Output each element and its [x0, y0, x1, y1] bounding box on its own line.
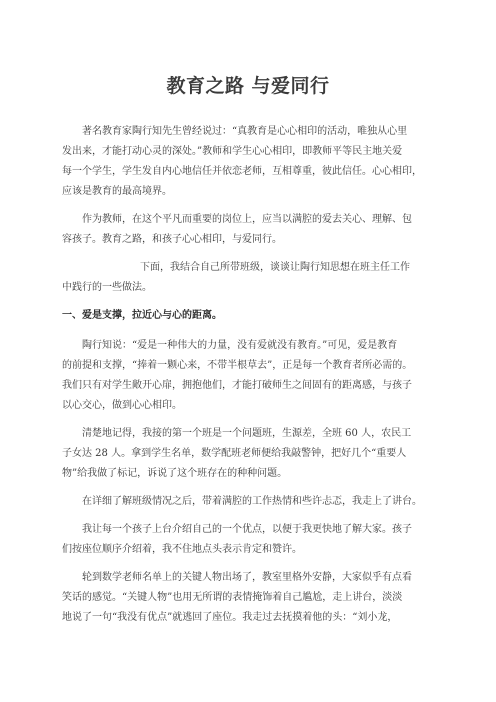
text-line: 们按座位顺序介绍着，我不住地点头表示肯定和赞许。	[62, 544, 302, 555]
text-line: 容孩子。教育之路，和孩子心心相印，与爱同行。	[62, 234, 282, 245]
text-line: 物”给我做了标记，诉说了这个班存在的种种问题。	[62, 468, 288, 479]
text-line: 地说了一句“我没有优点”就逃回了座位。我走过去抚摸着他的头：“刘小龙，	[62, 612, 398, 623]
paragraph-intro-quote	[62, 122, 440, 202]
paragraph-first-class	[62, 424, 440, 484]
text-line: 应该是教育的最高境界。	[62, 186, 172, 197]
text-line: 以心交心，做到心心相印。	[62, 400, 182, 411]
text-line: 我让每一个孩子上台介绍自己的一个优点，以便于我更快地了解大家。孩子	[82, 524, 412, 535]
section-heading: 一、爱是支撑，拉近心与心的距离。	[62, 310, 222, 321]
paragraph-podium	[62, 492, 440, 512]
text-line: 发出来，才能打动心灵的深处。”教师和学生心心相印，即教师平等民主地关爱	[62, 146, 403, 157]
document-title: 教育之路 与爱同行	[166, 75, 330, 97]
text-line: 轮到数学老师名单上的关键人物出场了，教室里格外安静，大家似乎有点看	[82, 572, 412, 583]
document-body	[62, 122, 440, 636]
text-line: 中践行的一些做法。	[62, 282, 152, 293]
text-line: 我们只有对学生敞开心扉，拥抱他们，才能打破师生之间固有的距离感，与孩子	[62, 380, 412, 391]
text-line: 每一个学生，学生发自内心地信任并依恋老师，互相尊重，彼此信任。心心相印，	[62, 166, 422, 177]
text-line: 在详细了解班级情况之后，带着满腔的工作热情和些许忐忑，我走上了讲台。	[82, 496, 422, 507]
text-line: 陶行知说：“爱是一种伟大的力量，没有爱就没有教育。”可见，爱是教育	[82, 340, 398, 351]
paragraph-transition	[62, 258, 440, 298]
text-line: 笑话的感觉。“关键人物”也用无所谓的表情掩饰着自己尴尬，走上讲台，淡淡	[62, 592, 403, 603]
paragraph-key-person	[62, 568, 440, 628]
paragraph-love-quote	[62, 336, 440, 416]
paragraph-teacher-role	[62, 210, 440, 250]
text-line: 子女达 28 人。拿到学生名单，数学配班老师便给我敲警钟，把好几个“重要人	[62, 448, 407, 459]
text-line: 清楚地记得，我接的第一个班是一个问题班，生源差，全班 60 人，农民工	[82, 428, 412, 439]
text-line: 作为教师，在这个平凡而重要的岗位上，应当以满腔的爱去关心、理解、包	[82, 214, 412, 225]
paragraph-introductions	[62, 520, 440, 560]
text-line: 著名教育家陶行知先生曾经说过：“真教育是心心相印的活动，唯独从心里	[82, 126, 408, 137]
text-line: 下面，我结合自己所带班级，谈谈让陶行知思想在班主任工作	[140, 262, 410, 273]
text-line: 的前提和支撑，“捧着一颗心来，不带半根草去”，正是每一个教育者所必需的。	[62, 360, 413, 371]
